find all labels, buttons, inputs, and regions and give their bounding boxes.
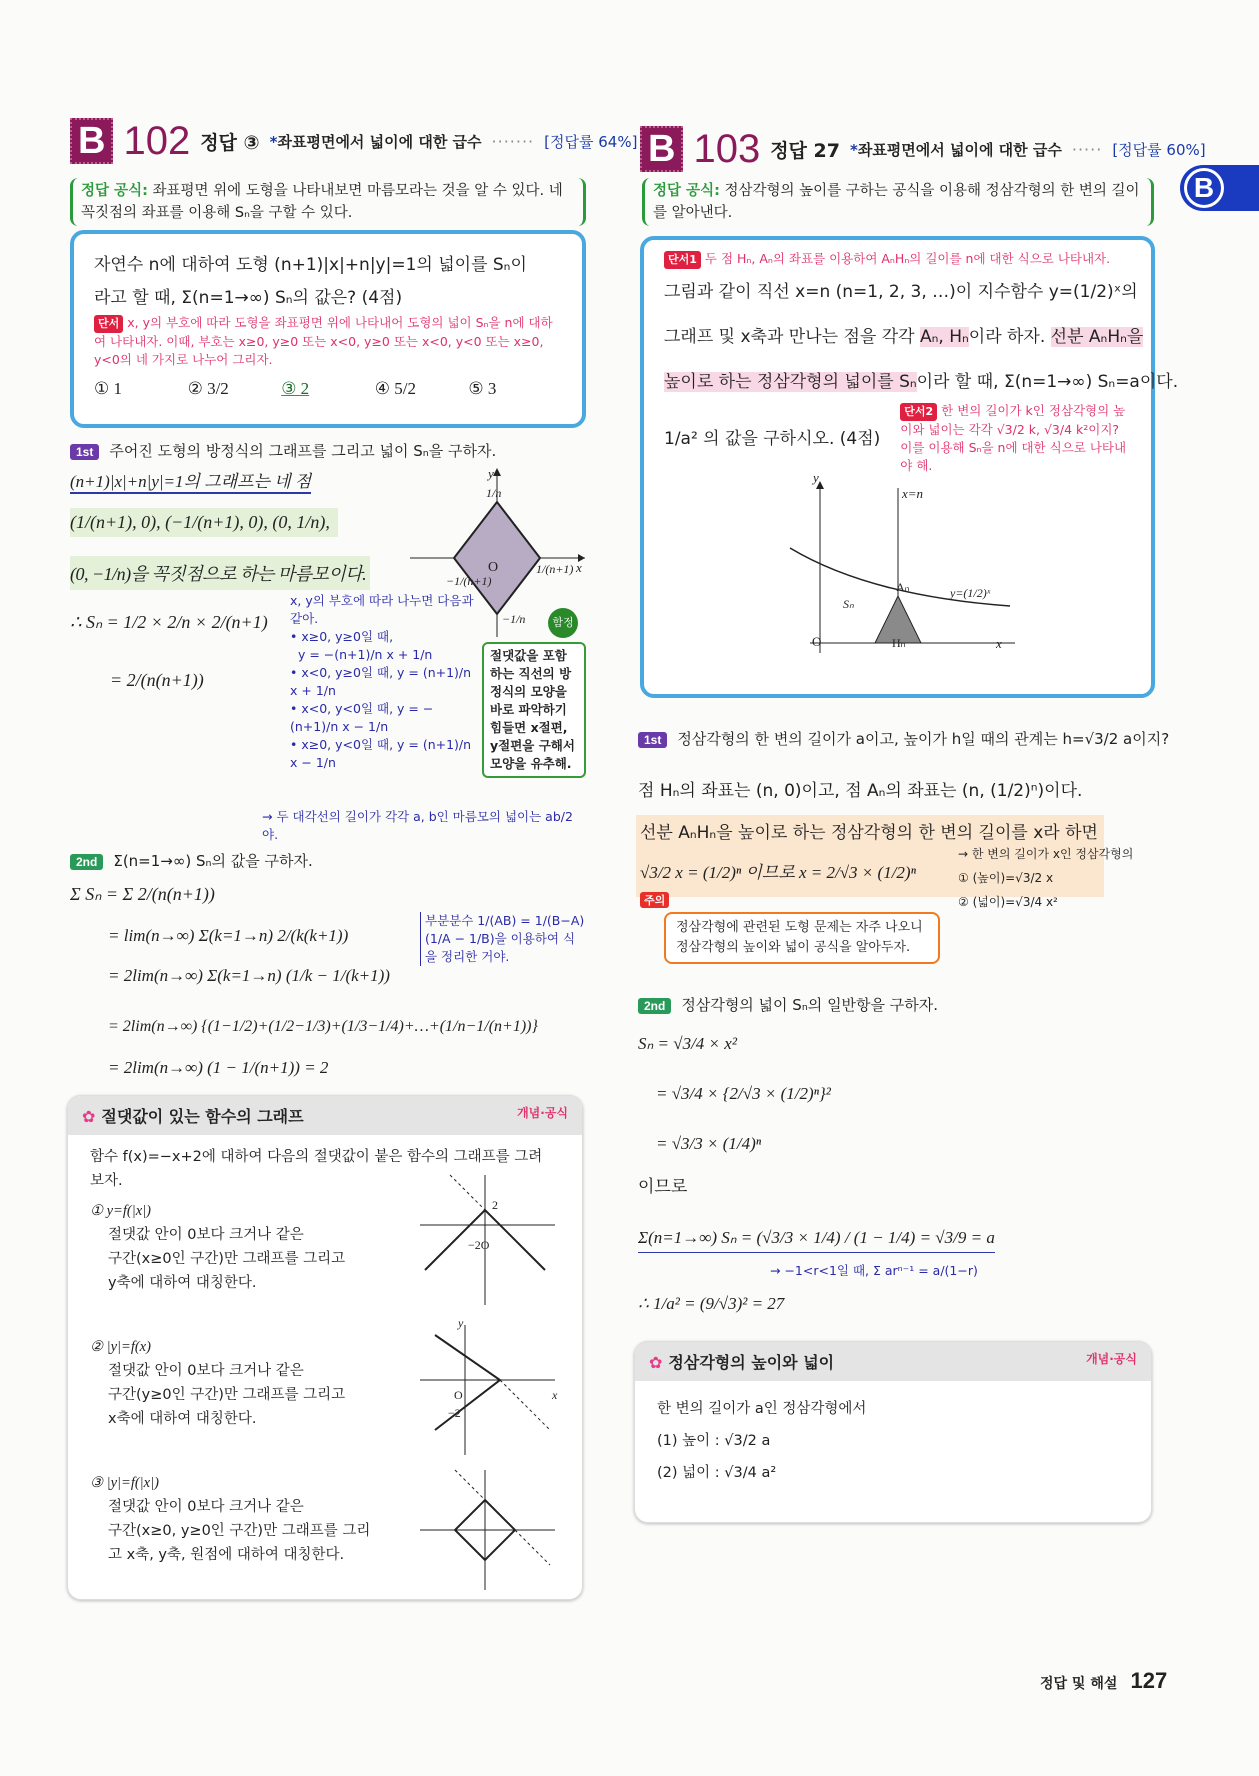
choice-5[interactable]: ⑤ 3	[468, 379, 497, 398]
answer-choices	[94, 379, 562, 399]
geometric-series-note: → −1<r<1일 때, Σ arⁿ⁻¹ = a/(1−r)	[770, 1263, 978, 1278]
concept-item: ② |y|=f(x) 절댓값 안이 0보다 크거나 같은 구간(y≥0인 구간)만 그래프를 그리고 x축에 대하여 대칭한다.	[90, 1339, 346, 1427]
problem-102-header: B 102 정답 ③ *좌표평면에서 넓이에 대한 급수 ······· [정답률 64%]	[70, 118, 590, 164]
concept-item: ③ |y|=f(|x|) 절댓값 안이 0보다 크거나 같은 구간(x≥0, y≥0인 구간)만 그래프를 그리 고 x축, y축, 원점에 대하여 대칭한다.	[90, 1475, 371, 1563]
topic: *좌표평면에서 넓이에 대한 급수	[269, 132, 482, 151]
solution-line: (n+1)|x|+n|y|=1의 그래프는 네 점	[70, 467, 311, 494]
section-tab-label: B	[1184, 168, 1224, 208]
step2-heading: 2nd 정삼각형의 넓이 Sₙ의 일반항을 구하자.	[638, 994, 938, 1015]
problem-103-header: B 103 정답 27 *좌표평면에서 넓이에 대한 급수 ····· [정답률 60%]	[640, 126, 1160, 172]
question-text: 라고 할 때, Σ(n=1→∞) Sₙ의 값은? (4점)	[94, 288, 403, 308]
solution-line: ∴ Sₙ = 1/2 × 2/n × 2/(n+1)	[70, 612, 268, 632]
hint: 단서 x, y의 부호에 따라 도형을 좌표평면 위에 나타내어 도형의 넓이 Sₙ을 n에 대하여 나타내자. 이때, 부호는 x≥0, y≥0 또는 x<0, y≥0 또는 x<0, y<0 또는 x≥0, y<0의 네 가지로 나누어 그리자.	[94, 315, 553, 367]
choice-1[interactable]: ① 1	[94, 379, 122, 398]
graph-y-f-abs-x	[420, 1170, 560, 1310]
graph-abs-y-f-abs-x	[420, 1465, 560, 1595]
solution-line: = 2lim(n→∞) Σ(k=1→n) (1/k − 1/(k+1))	[108, 966, 390, 985]
warning-callout: 정삼각형에 관련된 도형 문제는 자주 나오니 정삼각형의 높이와 넓이 공식을 알아두자.	[664, 912, 940, 964]
step1-heading: 1st 정삼각형의 한 변의 길이가 a이고, 높이가 h일 때의 관계는 h=√3/2 a이지?	[638, 728, 1169, 749]
concept-box-equilateral: ✿ 정삼각형의 높이와 넓이 개념·공식 한 변의 길이가 a인 정삼각형에서 (1) 높이 : √3/2 a (2) 넓이 : √3/4 a²	[634, 1341, 1152, 1523]
solution-line: = 2/(n(n+1))	[110, 670, 204, 690]
trap-callout: 절댓값을 포함하는 직선의 방정식의 모양을 바로 파악하기 힘들면 x절편, y절편을 구해서 모양을 유추해.	[482, 642, 586, 778]
answer: 정답 ③	[200, 131, 260, 154]
hint-1: 단서1 두 점 Hₙ, Aₙ의 좌표를 이용하여 AₙHₙ의 길이를 n에 대한 식으로 나타내자.	[664, 250, 1131, 269]
answer: 정답 27	[770, 139, 840, 162]
choice-3-selected[interactable]: ③ 2	[281, 379, 310, 398]
flower-icon: ✿	[82, 1107, 96, 1126]
solution-line: √3/2 x = (1/2)ⁿ 이므로 x = 2/√3 × (1/2)ⁿ	[640, 863, 916, 882]
correct-rate: [정답률 64%]	[544, 132, 638, 151]
concept-box-abs-graph: ✿ 절댓값이 있는 함수의 그래프 개념·공식 함수 f(x)=−x+2에 대하여 다음의 절댓값이 붙은 함수의 그래프를 그려보자. ① y=f(|x|) 절댓값 안이 0보다 크거나 같은 구간(x≥0인 구간)만 그래프를 그리고 y축에 대하여 대칭한다. ② |y|=f(x) 절댓값 안이 0보다 크거나 같은 구간(y≥0인 구간)만 그래프를 그리고 x축에 대하여 대칭한다. ③ |y|=f(|x|) 절댓값 안이 0보다 크거나 같은 구간(x≥0, y≥0인 구간)만 그래프를 그리 고 x축, y축, 원점에 대하여 대칭한다.	[67, 1095, 583, 1600]
solution-line: 점 Hₙ의 좌표는 (n, 0)이고, 점 Aₙ의 좌표는 (n, (1/2)ⁿ)이다.	[638, 781, 1083, 801]
solution-line: (1/(n+1), 0), (−1/(n+1), 0), (0, 1/n),	[70, 508, 338, 537]
solution-line: = 2lim(n→∞) (1 − 1/(n+1)) = 2	[108, 1058, 329, 1077]
flower-icon: ✿	[649, 1353, 663, 1372]
trap-tag: 함정	[548, 608, 578, 638]
solution-line: 선분 AₙHₙ을 높이로 하는 정삼각형의 한 변의 길이를 x라 하면	[640, 823, 1098, 843]
solution-line: Σ Sₙ = Σ 2/(n(n+1))	[70, 884, 215, 904]
correct-rate: [정답률 60%]	[1112, 140, 1206, 159]
page-number: 127	[1130, 1668, 1168, 1693]
step2-heading: 2nd Σ(n=1→∞) Sₙ의 값을 구하자.	[70, 850, 313, 871]
step1-heading: 1st 주어진 도형의 방정식의 그래프를 그리고 넓이 Sₙ을 구하자.	[70, 440, 496, 461]
problem-number: 103	[693, 126, 761, 171]
topic: *좌표평면에서 넓이에 대한 급수	[849, 140, 1062, 159]
problem-number: 102	[123, 118, 191, 163]
question-text: 자연수 n에 대하여 도형 (n+1)|x|+n|y|=1의 넓이를 Sₙ이	[94, 255, 527, 275]
question-box-103: 단서1 두 점 Hₙ, Aₙ의 좌표를 이용하여 AₙHₙ의 길이를 n에 대한 식으로 나타내자. 그림과 같이 직선 x=n (n=1, 2, 3, …)이 지수함수 y=(1/2)ˣ의 그래프 및 x축과 만나는 점을 각각 Aₙ, Hₙ이라 하자. 선분 AₙHₙ을 높이로 하는 정삼각형의 넓이를 Sₙ이라 할 때, Σ(n=1→∞) Sₙ=a이다. 1/a² 의 값을 구하시오. (4점) 단서2 한 변의 길이가 k인 정삼각형의 높이와 넓이는 각각 √3/2 k, √3/4 k²이지? 이를 이용해 Sₙ을 n에 대한 식으로 나타내야 해.	[640, 236, 1155, 698]
question-box-102	[70, 230, 586, 428]
hint-2: 단서2 한 변의 길이가 k인 정삼각형의 높이와 넓이는 각각 √3/2 k, √3/4 k²이지? 이를 이용해 Sₙ을 n에 대한 식으로 나타내야 해.	[900, 403, 1127, 473]
answer-formula: 정답 공식: 정삼각형의 높이를 구하는 공식을 이용해 정삼각형의 한 변의 길이를 알아낸다.	[642, 178, 1154, 226]
exponential-graph	[780, 478, 1020, 658]
partial-fraction-note: 부분분수 1/(AB) = 1/(B−A) (1/A − 1/B)을 이용하여 식을 정리한 거야.	[420, 912, 586, 966]
solution-line: = 2lim(n→∞) {(1−1/2)+(1/2−1/3)+(1/3−1/4)+…+(1/n−1/(n+1))}	[108, 1018, 538, 1035]
warning-tag: 주의	[640, 892, 669, 908]
concept-item: ① y=f(|x|) 절댓값 안이 0보다 크거나 같은 구간(x≥0인 구간)만 그래프를 그리고 y축에 대하여 대칭한다.	[90, 1203, 346, 1291]
section-tab-b[interactable]	[1180, 165, 1259, 211]
rhombus-shape	[454, 502, 540, 614]
footer-label: 정답 및 해설	[1040, 1676, 1118, 1692]
answer-formula: 정답 공식: 좌표평면 위에 도형을 나타내보면 마름모라는 것을 알 수 있다. 네 꼭짓점의 좌표를 이용해 Sₙ을 구할 수 있다.	[70, 178, 586, 226]
level-badge: B	[70, 118, 113, 164]
choice-2[interactable]: ② 3/2	[187, 379, 229, 398]
page-footer	[1040, 1668, 1167, 1694]
choice-4[interactable]: ④ 5/2	[374, 379, 416, 398]
case-notes: x, y의 부호에 따라 나누면 다음과 같아. • x≥0, y≥0일 때, y = −(n+1)/n x + 1/n • x<0, y≥0일 때, y = (n+1)/n x + 1/n • x<0, y<0일 때, y = −(n+1)/n x − 1/n • x≥0, y<0일 때, y = (n+1)/n x − 1/n	[290, 593, 474, 770]
solution-line: (0, −1/n)을 꼭짓점으로 하는 마름모이다.	[70, 556, 370, 590]
graph-abs-y-f-x	[420, 1320, 560, 1460]
solution-line: = lim(n→∞) Σ(k=1→n) 2/(k(k+1))	[108, 926, 349, 945]
level-badge: B	[640, 126, 683, 172]
rhombus-area-note: → 두 대각선의 길이가 각각 a, b인 마름모의 넓이는 ab/2야.	[262, 809, 573, 842]
equilateral-side-note: → 한 변의 길이가 x인 정삼각형의 ① (높이)=√3/2 x ② (넓이)=√3/4 x²	[958, 847, 1134, 909]
